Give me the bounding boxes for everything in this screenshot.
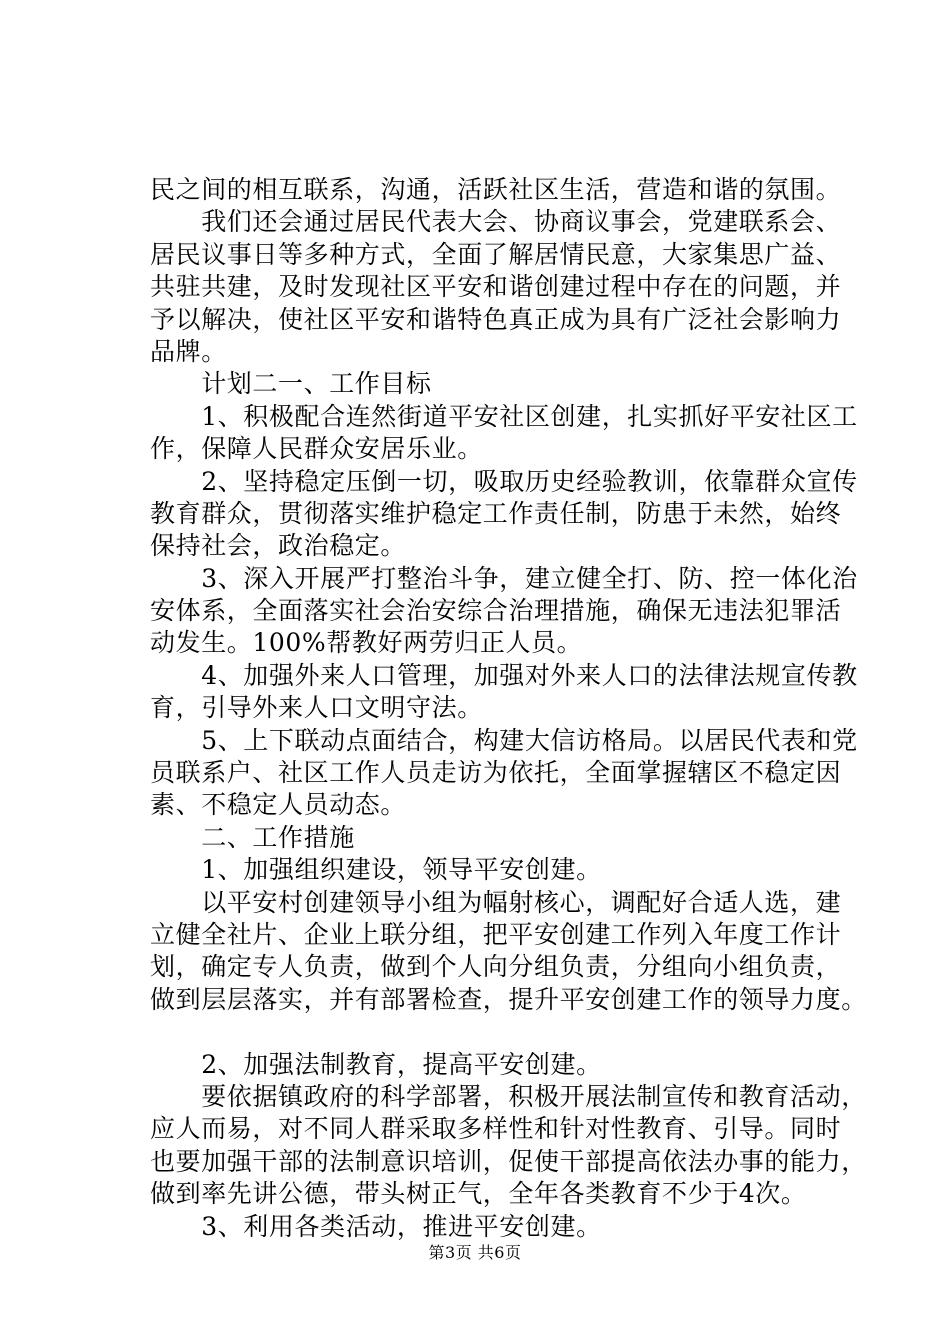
text-line: 要依据镇政府的科学部署，积极开展法制宣传和教育活动， [150, 1081, 867, 1111]
text-line: 5、上下联动点面结合，构建大信访格局。以居民代表和党 [150, 725, 858, 755]
text-line: 1、积极配合连然街道平安社区创建，扎实抓好平安社区工 [150, 401, 858, 431]
text-line: 3、利用各类活动，推进平安创建。 [150, 1211, 602, 1241]
document-body [150, 174, 867, 1243]
text-line: 保持社会，政治稳定。 [150, 531, 407, 561]
text-line: 3、深入开展严打整治斗争，建立健全打、防、控一体化治 [150, 563, 858, 593]
text-line: 做到层层落实，并有部署检查，提升平安创建工作的领导力度。 [150, 984, 867, 1014]
text-line: 4、加强外来人口管理，加强对外来人口的法律法规宣传教 [150, 660, 858, 690]
text-line: 我们还会通过居民代表大会、协商议事会，党建联系会、 [150, 207, 842, 237]
text-line: 员联系户、社区工作人员走访为依托，全面掌握辖区不稳定因 [150, 758, 842, 788]
text-line: 也要加强干部的法制意识培训，促使干部提高依法办事的能力， [150, 1146, 867, 1176]
text-line: 居民议事日等多种方式，全面了解居情民意，大家集思广益、 [150, 239, 842, 269]
text-line: 共驻共建，及时发现社区平安和谐创建过程中存在的问题，并 [150, 272, 842, 302]
text-line: 素、不稳定人员动态。 [150, 790, 407, 820]
text-line: 以平安村创建领导小组为幅射核心，调配好合适人选，建 [150, 887, 842, 917]
page-number-footer: 第3页 共6页 [428, 1243, 522, 1262]
text-line: 2、加强法制教育，提高平安创建。 [150, 1049, 602, 1079]
text-line: 做到率先讲公德，带头树正气，全年各类教育不少于4次。 [150, 1179, 807, 1209]
section-heading: 计划二一、工作目标 [150, 369, 432, 399]
text-line: 育，引导外来人口文明守法。 [150, 693, 483, 723]
text-line: 安体系，全面落实社会治安综合治理措施，确保无违法犯罪活 [150, 596, 842, 626]
text-line: 品牌。 [150, 336, 227, 366]
section-heading: 二、工作措施 [150, 822, 355, 852]
text-line: 教育群众，贯彻落实维护稳定工作责任制，防患于未然，始终 [150, 498, 842, 528]
text-line: 应人而易，对不同人群采取多样性和针对性教育、引导。同时 [150, 1114, 842, 1144]
text-line: 立健全社片、企业上联分组，把平安创建工作列入年度工作计 [150, 919, 842, 949]
text-line: 予以解决，使社区平安和谐特色真正成为具有广泛社会影响力 [150, 304, 842, 334]
text-line: 2、坚持稳定压倒一切，吸取历史经验教训，依靠群众宣传 [150, 466, 858, 496]
text-line: 民之间的相互联系，沟通，活跃社区生活，营造和谐的氛围。 [150, 175, 842, 204]
text-line: 划，确定专人负责，做到个人向分组负责，分组向小组负责， [150, 952, 842, 982]
text-line: 动发生。100%帮教好两劳归正人员。 [150, 628, 583, 658]
blank-line [150, 1016, 860, 1048]
text-line: 1、加强组织建设，领导平安创建。 [150, 855, 602, 885]
text-line: 作，保障人民群众安居乐业。 [150, 434, 483, 464]
